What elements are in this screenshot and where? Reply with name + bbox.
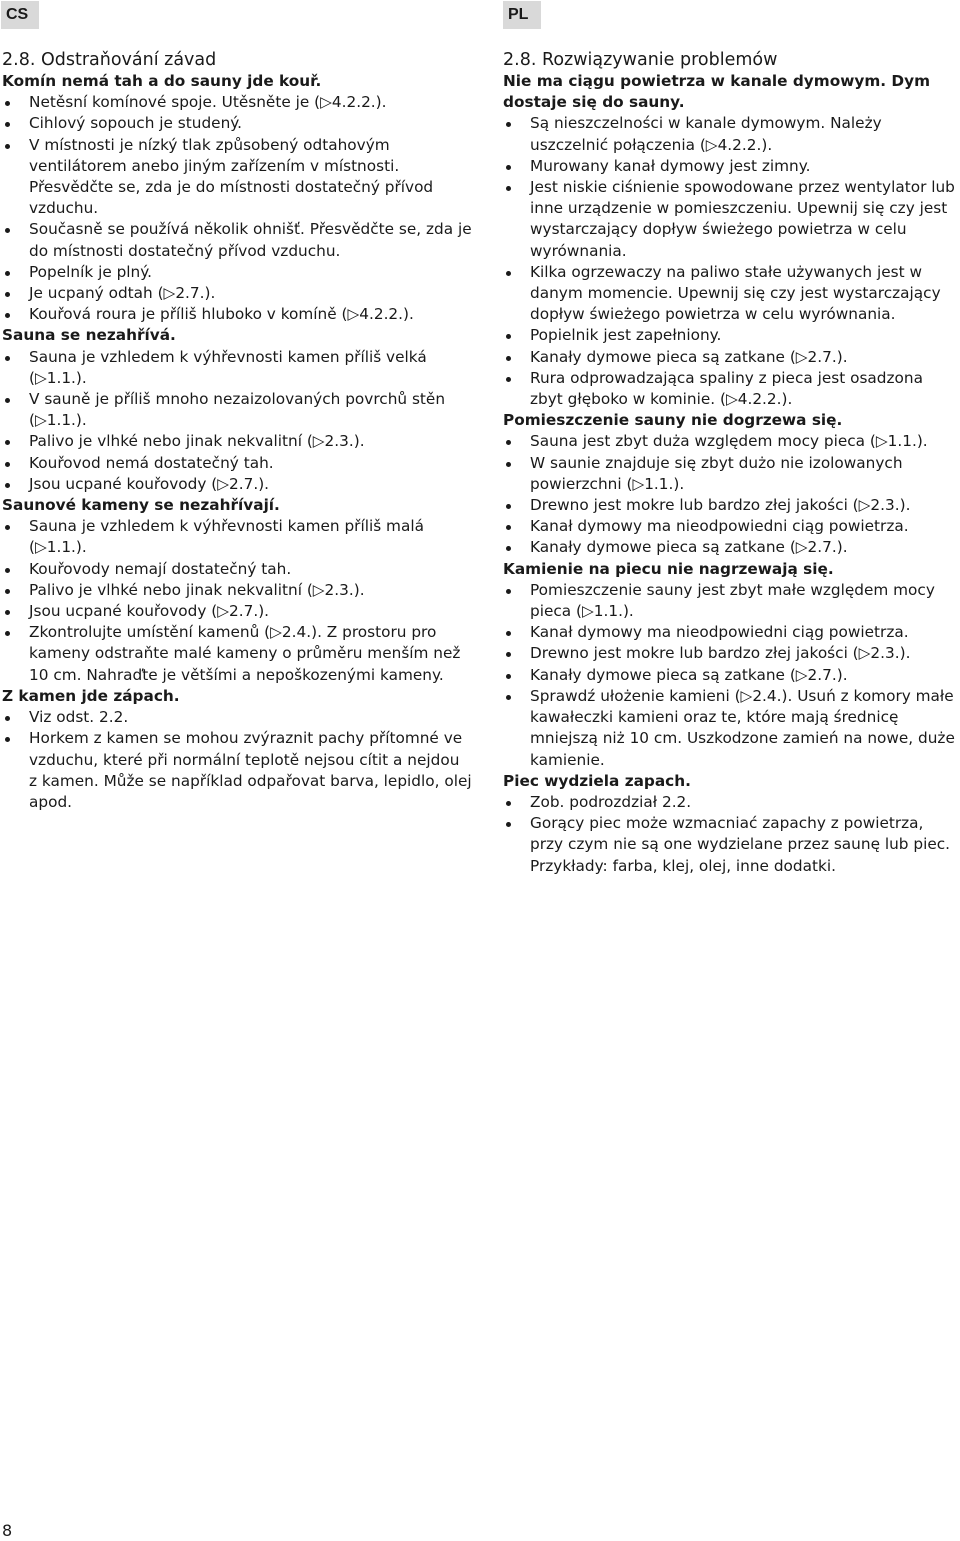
list-item: Sprawdź ułożenie kamieni (▷2.4.). Usuń z komory małe kawałeczki kamieni oraz te, które mają średnicę mniejszą niż 10 cm. Uszkodzone zamień na nowe, duże kamienie. [503,686,960,771]
list-item: Kouřovody nemají dostatečný tah. [2,559,472,580]
problem-heading: Komín nemá tah a do sauny jde kouř. [2,72,322,90]
column-cs [2,49,472,813]
list-item: Palivo je vlhké nebo jinak nekvalitní (▷2.3.). [2,580,472,601]
cause-list [2,347,472,495]
list-item: Viz odst. 2.2. [2,707,472,728]
problem-heading: Nie ma ciągu powietrza w kanale dymowym. Dym dostaje się do sauny. [503,72,931,112]
list-item: Zob. podrozdział 2.2. [503,792,960,813]
cause-list [2,92,472,325]
list-item: Kanał dymowy ma nieodpowiedni ciąg powietrza. [503,516,960,537]
list-item: Rura odprowadzająca spaliny z pieca jest osadzona zbyt głęboko w kominie. (▷4.2.2.). [503,368,960,410]
list-item: Netěsní komínové spoje. Utěsněte je (▷4.2.2.). [2,92,472,113]
problem-heading: Piec wydziela zapach. [503,771,691,790]
problem-heading: Pomieszczenie sauny nie dogrzewa się. [503,411,843,430]
list-item: Cihlový sopouch je studený. [2,113,472,134]
list-item: V sauně je příliš mnoho nezaizolovaných povrchů stěn (▷1.1.). [2,389,472,431]
problem-heading: Sauna se nezahřívá. [2,326,176,345]
section-title-pl: 2.8. Rozwiązywanie problemów [503,50,778,70]
list-item: Jest niskie ciśnienie spowodowane przez wentylator lub inne urządzenie w pomieszczeniu. Upewnij się czy jest wystarczający dopływ świeżego powietrza w celu wyrównania. [503,177,960,262]
list-item: Popelník je plný. [2,262,472,283]
list-item: Drewno jest mokre lub bardzo złej jakości (▷2.3.). [503,495,960,516]
list-item: Sauna je vzhledem k výhřevnosti kamen příliš malá (▷1.1.). [2,516,472,558]
list-item: Kouřová roura je příliš hluboko v komíně (▷4.2.2.). [2,304,472,325]
cause-list [503,792,960,877]
cause-list [503,580,960,771]
list-item: Pomieszczenie sauny jest zbyt małe względem mocy pieca (▷1.1.). [503,580,960,622]
language-tab-pl: PL [503,1,541,29]
cause-list [503,113,960,410]
list-item: V místnosti je nízký tlak způsobený odtahovým ventilátorem anebo jiným zařízením v místnosti. Přesvědčte se, zda je do místnosti dostatečný přívod vzduchu. [2,135,472,220]
problem-heading: Z kamen jde zápach. [2,686,180,705]
list-item: Gorący piec może wzmacniać zapachy z powietrza, przy czym nie są one wydzielane przez saunę lub piec. Przykłady: farba, klej, olej, inne dodatki. [503,813,960,877]
list-item: Drewno jest mokre lub bardzo złej jakości (▷2.3.). [503,643,960,664]
list-item: Kilka ogrzewaczy na paliwo stałe używanych jest w danym momencie. Upewnij się czy jest wystarczający dopływ świeżego powietrza w celu wyrównania. [503,262,960,326]
problem-heading: Saunové kameny se nezahřívají. [2,496,280,515]
list-item: Kanał dymowy ma nieodpowiedni ciąg powietrza. [503,622,960,643]
sections-cs [2,71,472,813]
list-item: Kanały dymowe pieca są zatkane (▷2.7.). [503,347,960,368]
list-item: Je ucpaný odtah (▷2.7.). [2,283,472,304]
list-item: Są nieszczelności w kanale dymowym. Należy uszczelnić połączenia (▷4.2.2.). [503,113,960,155]
cause-list [503,431,960,558]
problem-heading: Kamienie na piecu nie nagrzewają się. [503,559,834,578]
column-pl [503,49,960,877]
list-item: Popielnik jest zapełniony. [503,325,960,346]
list-item: Kouřovod nemá dostatečný tah. [2,453,472,474]
list-item: Sauna je vzhledem k výhřevnosti kamen příliš velká (▷1.1.). [2,347,472,389]
list-item: Jsou ucpané kouřovody (▷2.7.). [2,474,472,495]
list-item: W saunie znajduje się zbyt dużo nie izolowanych powierzchni (▷1.1.). [503,453,960,495]
list-item: Zkontrolujte umístění kamenů (▷2.4.). Z prostoru pro kameny odstraňte malé kameny o průměru menším než 10 cm. Nahraďte je většími a nepoškozenými kameny. [2,622,472,686]
list-item: Jsou ucpané kouřovody (▷2.7.). [2,601,472,622]
page-number: 8 [2,1521,13,1540]
section-title-cs: 2.8. Odstraňování závad [2,50,217,70]
cause-list [2,707,472,813]
cause-list [2,516,472,686]
list-item: Horkem z kamen se mohou zvýraznit pachy přítomné ve vzduchu, které při normální teplotě nejsou cítit a nejdou z kamen. Může se například odpařovat barva, lepidlo, olej apod. [2,728,472,813]
list-item: Kanały dymowe pieca są zatkane (▷2.7.). [503,665,960,686]
list-item: Palivo je vlhké nebo jinak nekvalitní (▷2.3.). [2,431,472,452]
language-tab-cs: CS [1,1,39,29]
list-item: Kanały dymowe pieca są zatkane (▷2.7.). [503,537,960,558]
list-item: Murowany kanał dymowy jest zimny. [503,156,960,177]
sections-pl [503,71,960,877]
list-item: Sauna jest zbyt duża względem mocy pieca (▷1.1.). [503,431,960,452]
list-item: Současně se používá několik ohnišť. Přesvědčte se, zda je do místnosti dostatečný přívod vzduchu. [2,219,472,261]
